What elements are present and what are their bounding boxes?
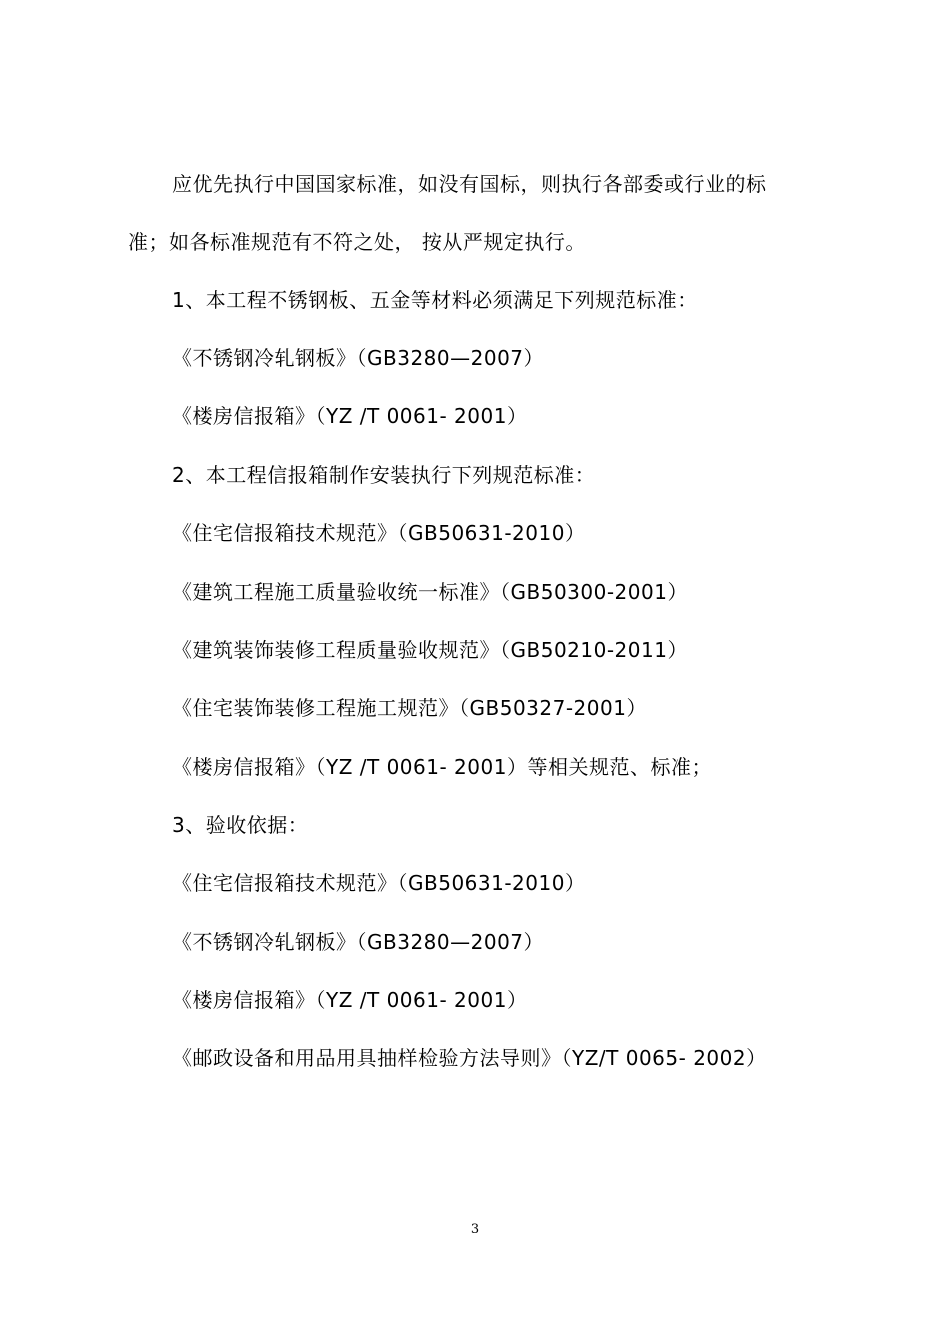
section1-item-2: 《楼房信报箱》（YZ /T 0061- 2001） [172, 404, 528, 428]
section3-heading: 3、验收依据： [172, 813, 309, 837]
section3-item-1: 《住宅信报箱技术规范》（GB50631-2010） [172, 871, 586, 895]
section3-item-2: 《不锈钢冷轧钢板》（GB3280—2007） [172, 930, 545, 954]
section1-item-1: 《不锈钢冷轧钢板》（GB3280—2007） [172, 346, 545, 370]
section2-heading: 2、本工程信报箱制作安装执行下列规范标准： [172, 463, 596, 487]
section2-item-1: 《住宅信报箱技术规范》（GB50631-2010） [172, 521, 586, 545]
section2-item-5: 《楼房信报箱》（YZ /T 0061- 2001）等相关规范、标准； [172, 755, 712, 779]
intro-line-2: 准；如各标准规范有不符之处， 按从严规定执行。 [128, 230, 586, 254]
intro-line-1: 应优先执行中国国家标准，如没有国标，则执行各部委或行业的标 [172, 172, 767, 196]
section3-item-4: 《邮政设备和用品用具抽样检验方法导则》（YZ/T 0065- 2002） [172, 1046, 767, 1070]
section3-item-3: 《楼房信报箱》（YZ /T 0061- 2001） [172, 988, 528, 1012]
section2-item-3: 《建筑装饰装修工程质量验收规范》（GB50210-2011） [172, 638, 688, 662]
section1-heading: 1、本工程不锈钢板、五金等材料必须满足下列规范标准： [172, 288, 698, 312]
section2-item-4: 《住宅装饰装修工程施工规范》（GB50327-2001） [172, 696, 647, 720]
section2-item-2: 《建筑工程施工质量验收统一标准》（GB50300-2001） [172, 580, 688, 604]
page-number: 3 [470, 1222, 480, 1237]
